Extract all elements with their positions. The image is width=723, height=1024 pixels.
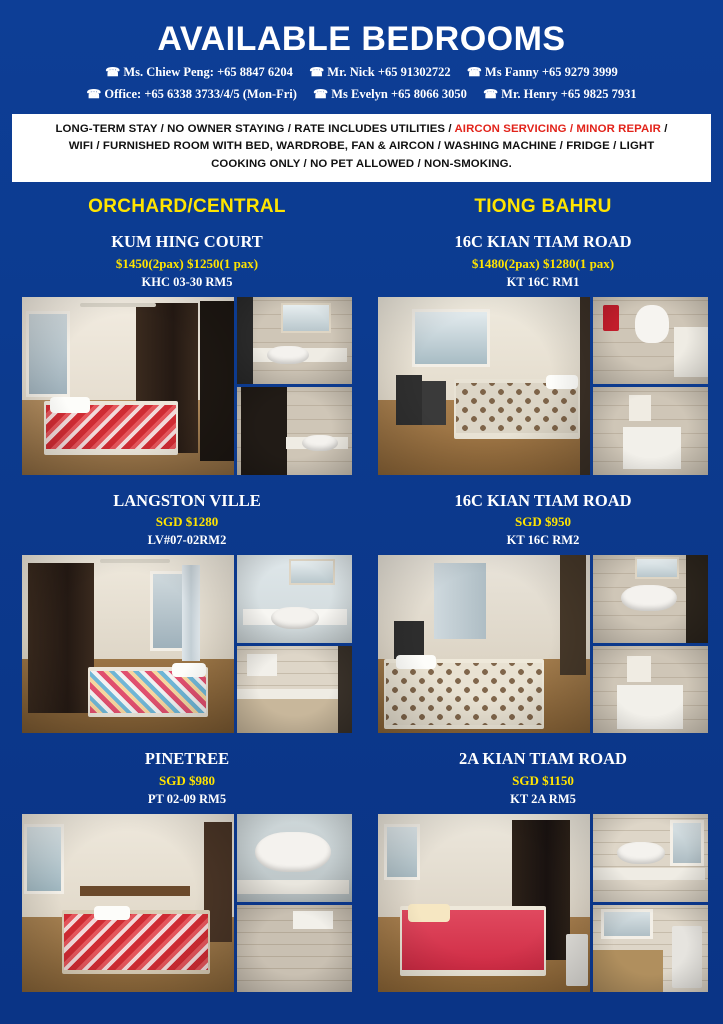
listing-price: $1450(2pax) $1250(1 pax) — [115, 255, 259, 271]
bedroom-with-pink-bedspread-and-dark-wardrobe — [378, 814, 590, 992]
listing-photo-collage — [22, 297, 352, 475]
contact-number-evelyn: +65 8066 3050 — [390, 86, 467, 101]
telephone-icon: ☎ — [105, 64, 121, 79]
poster-header — [0, 0, 723, 102]
bathroom-with-white-cabinet — [593, 387, 708, 475]
listing-16c-kian-tiam-road-rm1[interactable] — [378, 232, 708, 475]
bedroom-with-colourful-bed-and-tall-wardrobe — [22, 555, 234, 733]
contact-name-office: Office: — [104, 86, 142, 101]
listing-pinetree[interactable] — [22, 749, 352, 992]
terms-line-3: COOKING ONLY / NO PET ALLOWED / NON-SMOKING. — [211, 158, 512, 171]
bathroom-basin-close-up — [237, 814, 352, 902]
kitchen-sink-with-window — [593, 814, 708, 902]
contact-line-1 — [12, 65, 711, 80]
listing-title: PINETREE — [144, 749, 230, 769]
column-orchard-central — [22, 196, 352, 1008]
listing-photo-collage — [378, 555, 708, 733]
bedroom-with-single-bed-and-window — [378, 297, 590, 475]
tiled-bathroom-floor — [237, 905, 352, 993]
listing-price: SGD $950 — [515, 514, 571, 530]
listing-code: LV#07-02RM2 — [147, 533, 227, 548]
listing-price: SGD $980 — [159, 773, 215, 789]
contact-number-nick: +65 91302722 — [377, 64, 451, 79]
bedroom-with-leaf-print-quilt — [378, 555, 590, 733]
terms-line-1 — [22, 121, 701, 139]
listing-code: KHC 03-30 RM5 — [141, 274, 233, 289]
terms-line-1-tail: / — [660, 122, 668, 135]
bathroom-corner-with-dark-door — [237, 387, 352, 475]
listing-title: 2A KIAN TIAM ROAD — [459, 749, 627, 769]
listing-code: KT 16C RM2 — [506, 533, 580, 548]
telephone-icon: ☎ — [313, 86, 329, 101]
poster-footer — [0, 1008, 723, 1024]
listing-code: KT 2A RM5 — [510, 792, 576, 807]
terms-banner — [12, 114, 711, 182]
listing-kum-hing-court[interactable] — [22, 232, 352, 475]
listing-title: 16C KIAN TIAM ROAD — [454, 490, 632, 510]
telephone-icon: ☎ — [86, 86, 102, 101]
listing-code: PT 02-09 RM5 — [147, 792, 227, 807]
contact-name-chiew-peng: Ms. Chiew Peng: — [123, 64, 214, 79]
listing-price: SGD $1280 — [155, 514, 219, 530]
contact-number-office: +65 6338 3733/4/5 (Mon-Fri) — [144, 86, 297, 101]
bathroom-with-storage-drawers — [593, 646, 708, 734]
listing-photo-collage — [22, 555, 352, 733]
page-title: AVAILABLE BEDROOMS — [157, 20, 566, 58]
listings-columns — [0, 196, 723, 1008]
contact-name-evelyn: Ms Evelyn — [331, 86, 388, 101]
kitchen-cabinets-and-fridge — [593, 905, 708, 993]
listing-title: KUM HING COURT — [111, 231, 263, 251]
listing-code: KT 16C RM1 — [506, 274, 580, 289]
contact-line-2 — [12, 87, 711, 102]
telephone-icon: ☎ — [309, 64, 325, 79]
terms-line-1-text: LONG-TERM STAY / NO OWNER STAYING / RATE INCLUDES UTILITIES / — [55, 122, 455, 135]
listing-price: $1480(2pax) $1280(1 pax) — [471, 255, 615, 271]
bathroom-sink-and-mirror — [237, 297, 352, 385]
bedroom-with-wooden-bed-and-red-patterned-quilt — [22, 814, 234, 992]
listing-title: LANGSTON VILLE — [113, 490, 261, 510]
contact-name-fanny: Ms Fanny — [484, 64, 539, 79]
column-heading-orchard-central: ORCHARD/CENTRAL — [88, 195, 286, 217]
bathroom-with-white-sink — [237, 555, 352, 643]
column-tiong-bahru — [378, 196, 708, 1008]
contact-name-nick: Mr. Nick — [327, 64, 375, 79]
bedroom-with-red-floral-bed-and-dark-wardrobe — [22, 297, 234, 475]
contact-name-henry: Mr. Henry — [501, 86, 558, 101]
listing-16c-kian-tiam-road-rm2[interactable] — [378, 491, 708, 734]
listing-photo-collage — [22, 814, 352, 992]
contact-number-chiew-peng: +65 8847 6204 — [217, 64, 293, 79]
listing-langston-ville[interactable] — [22, 491, 352, 734]
listing-photo-collage — [378, 814, 708, 992]
bathroom-sink-and-shelf — [593, 555, 708, 643]
contact-number-henry: +65 9825 7931 — [560, 86, 637, 101]
terms-line-2: WIFI / FURNISHED ROOM WITH BED, WARDROBE, FAN & AIRCON / WASHING MACHINE / FRIDGE / LIGHT — [68, 140, 655, 153]
terms-line-1-highlight: AIRCON SERVICING / MINOR REPAIR — [454, 122, 661, 135]
listing-2a-kian-tiam-road[interactable] — [378, 749, 708, 992]
listing-photo-collage — [378, 297, 708, 475]
listing-title: 16C KIAN TIAM ROAD — [454, 231, 632, 251]
contact-number-fanny: +65 9279 3999 — [541, 64, 618, 79]
telephone-icon: ☎ — [483, 86, 499, 101]
bathroom-with-toilet-and-red-bin — [593, 297, 708, 385]
kitchen-counter-area — [237, 646, 352, 734]
telephone-icon: ☎ — [466, 64, 482, 79]
listing-price: SGD $1150 — [512, 773, 574, 789]
column-heading-tiong-bahru: TIONG BAHRU — [474, 195, 612, 217]
